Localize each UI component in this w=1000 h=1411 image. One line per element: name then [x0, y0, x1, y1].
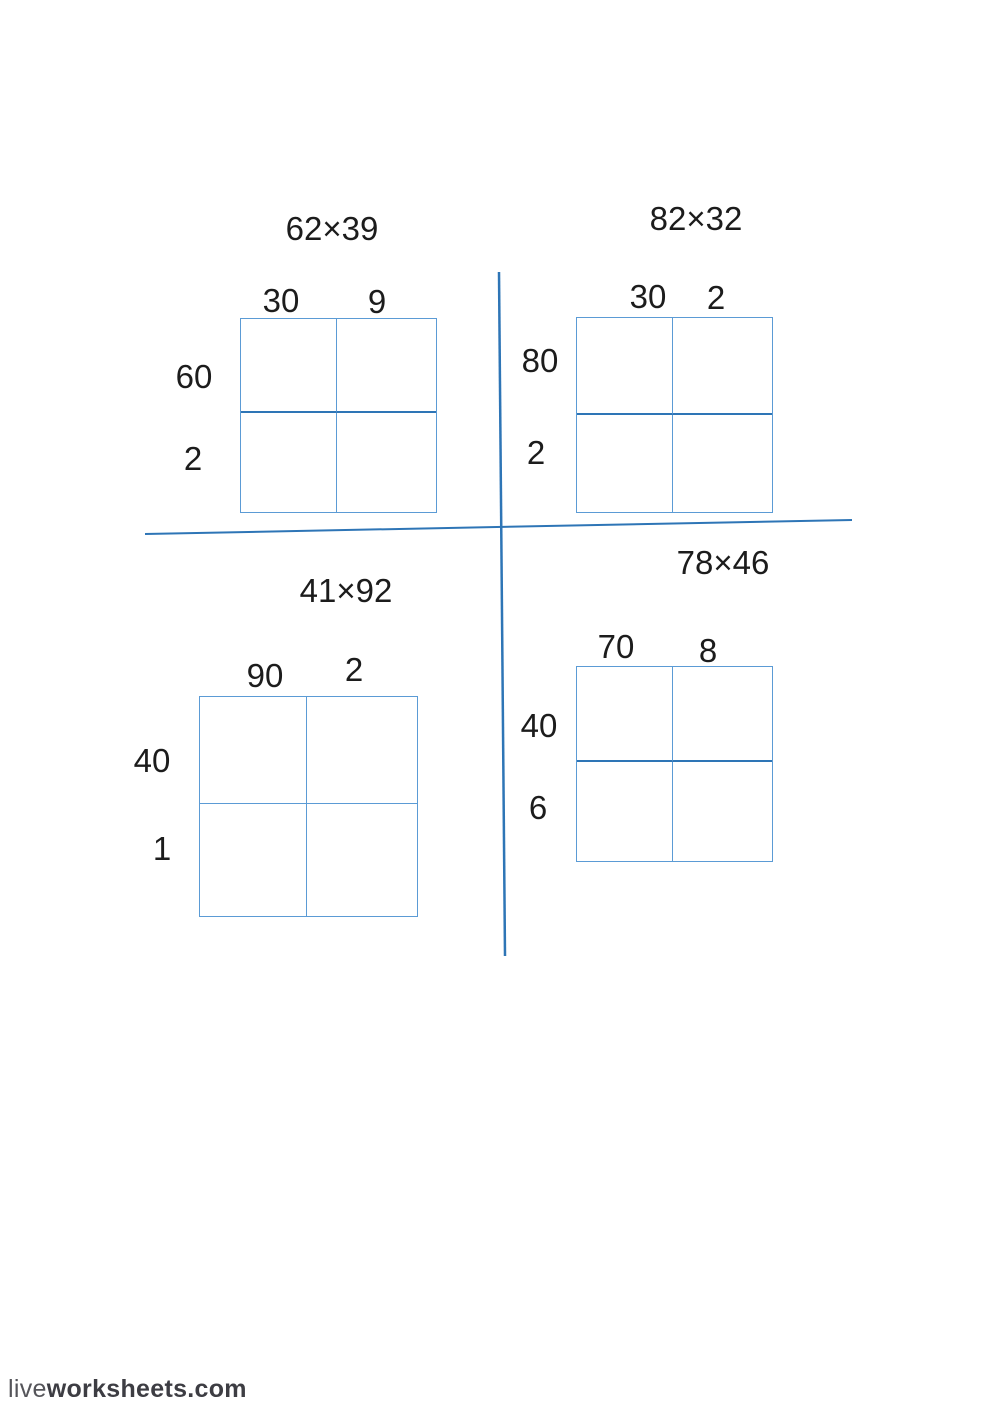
problem-title: 78×46 [676, 544, 770, 581]
col-label: 30 [629, 278, 667, 315]
col-label: 2 [344, 651, 364, 688]
answer-cell[interactable] [577, 415, 673, 512]
col-label: 2 [706, 279, 726, 316]
col-label: 90 [246, 657, 284, 694]
answer-cell[interactable] [673, 318, 772, 415]
row-label: 60 [175, 358, 213, 395]
answer-cell[interactable] [673, 762, 772, 861]
row-label: 1 [152, 830, 172, 867]
row-label: 6 [528, 789, 548, 826]
col-label: 70 [597, 628, 635, 665]
row-label: 2 [526, 434, 546, 471]
answer-cell[interactable] [673, 667, 772, 762]
divider-line-horizontal [145, 520, 852, 534]
answer-cell[interactable] [241, 413, 337, 512]
answer-cell[interactable] [673, 415, 772, 512]
row-label: 80 [521, 342, 559, 379]
answer-cell[interactable] [577, 318, 673, 415]
area-model-grid [199, 696, 418, 917]
logo-text-light: live [8, 1375, 47, 1403]
col-label: 9 [367, 283, 387, 320]
row-label: 40 [133, 742, 171, 779]
divider-line-vertical [499, 272, 505, 956]
answer-cell[interactable] [337, 319, 436, 413]
area-model-grid [240, 318, 437, 513]
problem-title: 41×92 [299, 572, 393, 609]
logo-text-bold: worksheets.com [46, 1375, 247, 1403]
liveworksheets-logo [8, 1377, 247, 1402]
area-model-grid [576, 317, 773, 513]
row-label: 40 [520, 707, 558, 744]
answer-cell[interactable] [200, 804, 307, 916]
problem-title: 82×32 [649, 200, 743, 237]
col-label: 8 [698, 632, 718, 669]
area-model-grid [576, 666, 773, 862]
answer-cell[interactable] [307, 697, 417, 804]
row-label: 2 [183, 440, 203, 477]
answer-cell[interactable] [307, 804, 417, 916]
col-label: 30 [262, 282, 300, 319]
answer-cell[interactable] [200, 697, 307, 804]
problem-title: 62×39 [285, 210, 379, 247]
answer-cell[interactable] [577, 762, 673, 861]
answer-cell[interactable] [241, 319, 337, 413]
answer-cell[interactable] [337, 413, 436, 512]
answer-cell[interactable] [577, 667, 673, 762]
